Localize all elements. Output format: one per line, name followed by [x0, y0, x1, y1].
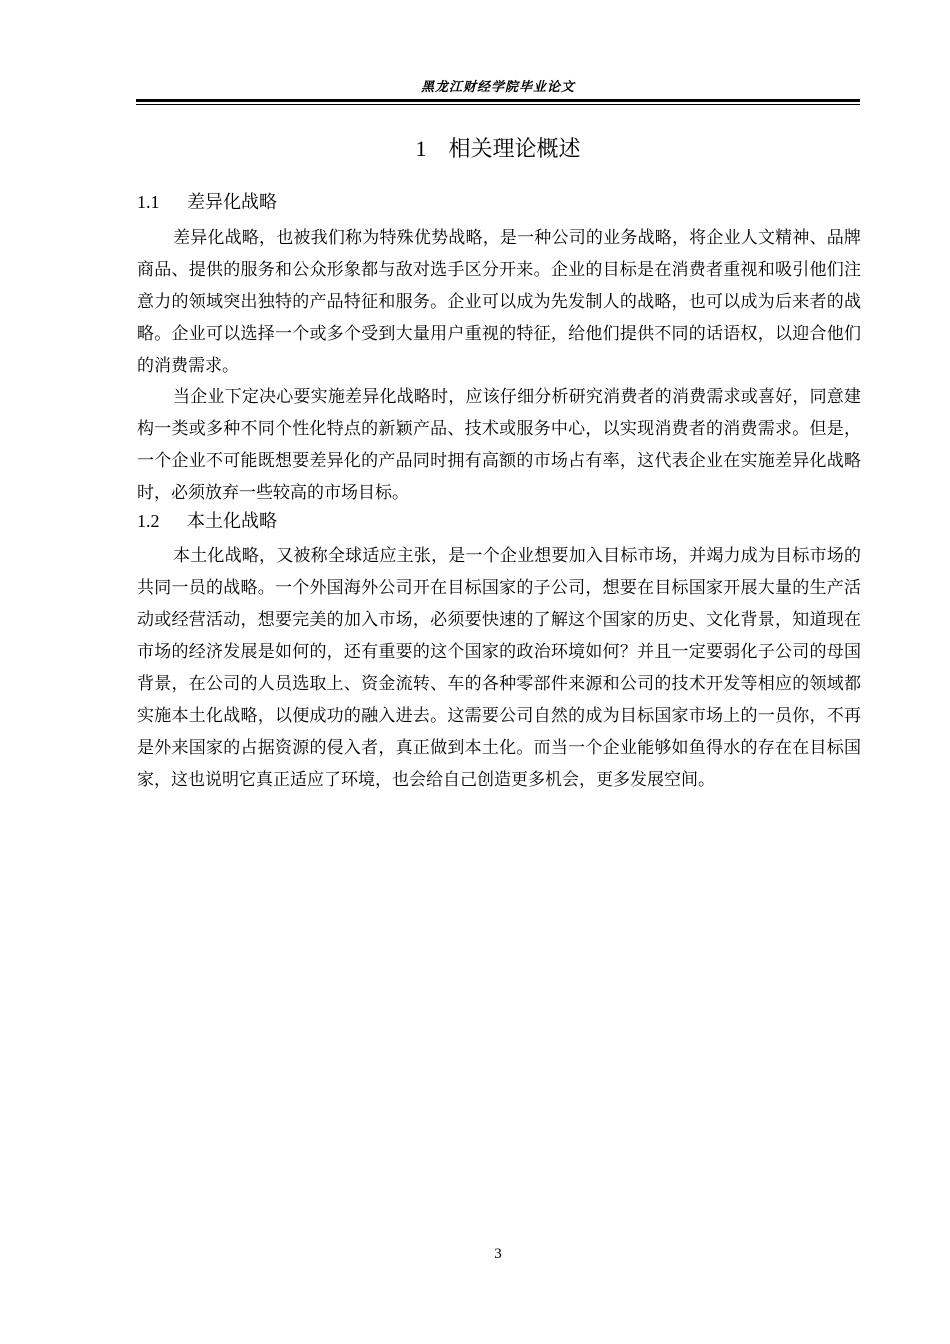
running-header: 黑龙江财经学院毕业论文: [420, 80, 575, 95]
chapter-title-text: 相关理论概述: [448, 137, 581, 162]
section-number: 1.2: [137, 511, 160, 531]
paragraph: 差异化战略，也被我们称为特殊优势战略，是一种公司的业务战略，将企业人文精神、品牌商品、提供的服务和公众形象都与敌对选手区分开来。企业的目标是在消费者重视和吸引他们注意力的领域突出独特的产品特征和服务。企业可以成为先发制人的战略，也可以成为后来者的战略。企业可以选择一个或多个受到大量用户重视的特征，给他们提供不同的话语权，以迎合他们的消费需求。: [137, 228, 861, 376]
section-title: 差异化战略: [187, 192, 277, 213]
section-number: 1.1: [137, 192, 160, 212]
section-heading-1-1: [137, 188, 277, 217]
paragraph: 当企业下定决心要实施差异化战略时，应该仔细分析研究消费者的消费需求或喜好，同意建构一类或多种不同个性化特点的新颖产品、技术或服务中心，以实现消费者的消费需求。但是，一个企业不可能既想要差异化的产品同时拥有高额的市场占有率，这代表企业在实施差异化战略时，必须放弃一些较高的市场目标。: [137, 387, 861, 503]
header-rule-thin: [136, 104, 860, 105]
page-number: 3: [494, 1246, 502, 1262]
chapter-title: [136, 132, 860, 167]
section-title: 本土化战略: [187, 511, 277, 532]
chapter-number: 1: [415, 136, 427, 161]
paragraph: 本土化战略，又被称全球适应主张，是一个企业想要加入目标市场，并竭力成为目标市场的共同一员的战略。一个外国海外公司开在目标国家的子公司，想要在目标国家开展大量的生产活动或经营活动，想要完美的加入市场，必须要快速的了解这个国家的历史、文化背景，知道现在市场的经济发展是如何的，还有重要的这个国家的政治环境如何？并且一定要弱化子公司的母国背景，在公司的人员选取上、资金流转、车的各种零部件来源和公司的技术开发等相应的领域都实施本土化战略，以便成功的融入进去。这需要公司自然的成为目标国家市场上的一员你，不再是外来国家的占据资源的侵入者，真正做到本土化。而当一个企业能够如鱼得水的存在在目标国家，这也说明它真正适应了环境，也会给自己创造更多机会，更多发展空间。: [137, 546, 861, 790]
header-rule-thick: [136, 99, 860, 102]
section-heading-1-2: [137, 507, 277, 536]
